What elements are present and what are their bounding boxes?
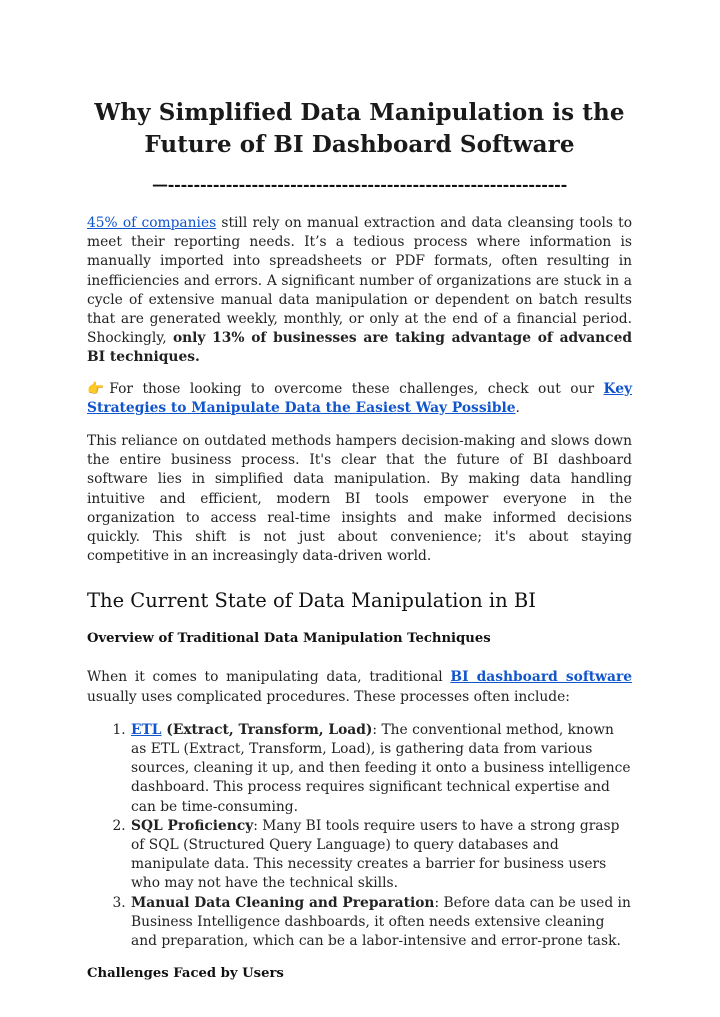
pointing-hand-icon: 👉 bbox=[87, 380, 110, 397]
etl-text: : The conventional method, known as ETL (Extract, Transform, Load), is gathering data from various sources, cleaning it up, and then feeding it onto a business intelligence dashboard. This process requires significant technical expertise and can be time-consuming. bbox=[131, 721, 631, 815]
section-heading: The Current State of Data Manipulation in BI bbox=[87, 589, 536, 613]
cleaning-bold: Manual Data Cleaning and Preparation bbox=[131, 894, 435, 911]
techniques-list bbox=[87, 721, 632, 951]
traditional-paragraph bbox=[87, 668, 632, 706]
companies-stat-link[interactable]: 45% of companies bbox=[87, 215, 217, 231]
separator-line: —-------------------------------------------------------------- bbox=[151, 175, 568, 194]
key-strategies-link[interactable]: Key Strategies to Manipulate Data the Easiest Way Possible bbox=[87, 380, 632, 416]
list-item-cleaning bbox=[130, 894, 632, 952]
etl-bold: (Extract, Transform, Load) bbox=[161, 721, 373, 738]
cleaning-text: : Before data can be used in Business Intelligence dashboards, it often needs extensive cleaning and preparation, which can be a labor-intensive and error-prone task. bbox=[131, 894, 631, 950]
list-item-etl bbox=[130, 721, 632, 817]
document-title: Why Simplified Data Manipulation is the Future of BI Dashboard Software bbox=[94, 99, 625, 158]
etl-link[interactable]: ETL bbox=[131, 721, 162, 738]
traditional-text-after: usually uses complicated procedures. These processes often include: bbox=[87, 688, 570, 705]
sql-text: : Many BI tools require users to have a strong grasp of SQL (Structured Query Language) to query databases and manipulate data. This necessity creates a barrier for business users who may not have the technical skills. bbox=[131, 817, 620, 892]
subheading-overview: Overview of Traditional Data Manipulation Techniques bbox=[87, 631, 491, 647]
intro-bold-text: only 13% of businesses are taking advantage of advanced BI techniques. bbox=[87, 330, 632, 366]
reliance-paragraph: This reliance on outdated methods hampers decision-making and slows down the entire business process. It's clear that the future of BI dashboard software lies in simplified data manipulation. By making data handling intuitive and efficient, modern BI tools empower everyone in the organization to access real-time insights and make informed decisions quickly. This shift is not just about convenience; it's about staying competitive in an increasingly data-driven world. bbox=[87, 433, 632, 565]
callout-end: . bbox=[515, 399, 520, 416]
bi-dashboard-software-link[interactable]: BI dashboard software bbox=[450, 669, 632, 686]
callout-paragraph bbox=[87, 380, 632, 418]
intro-text: still rely on manual extraction and data cleansing tools to meet their reporting needs. It’s a tedious process where information is manually imported into spreadsheets or PDF formats, often resulting in inefficiencies and errors. A significant number of organizations are stuck in a cycle of extensive manual data manipulation or dependent on batch results that are generated weekly, monthly, or only at the end of a financial period. Shockingly, bbox=[87, 215, 632, 347]
traditional-text-before: When it comes to manipulating data, traditional bbox=[87, 669, 451, 686]
callout-text: For those looking to overcome these challenges, check out our bbox=[109, 380, 604, 397]
sql-bold: SQL Proficiency bbox=[131, 817, 254, 834]
subheading-challenges: Challenges Faced by Users bbox=[87, 966, 284, 982]
intro-paragraph bbox=[87, 214, 632, 368]
list-item-sql bbox=[130, 817, 632, 894]
